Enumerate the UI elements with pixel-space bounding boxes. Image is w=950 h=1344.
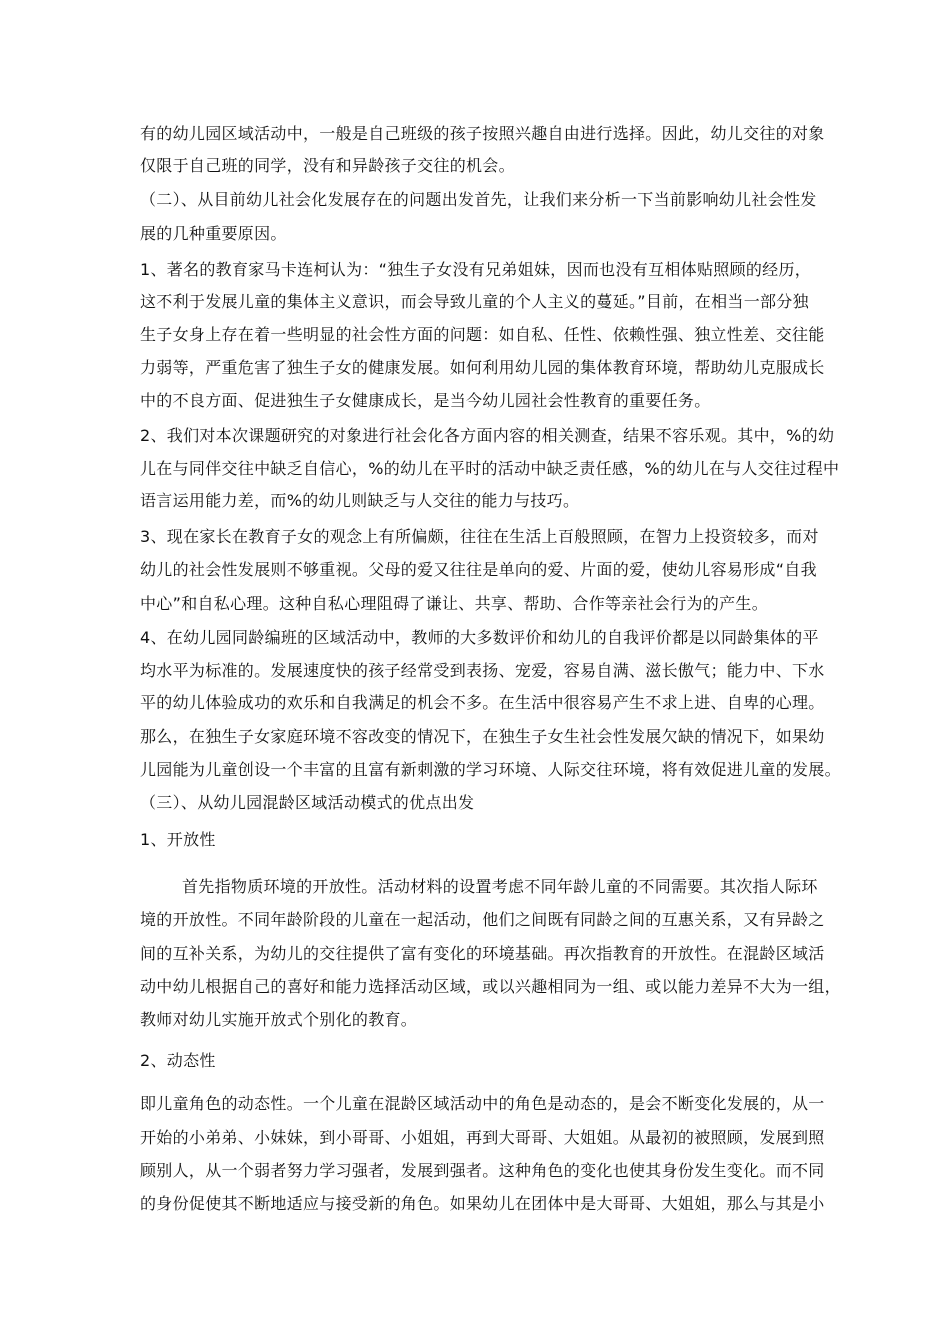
text-line: 2、我们对本次课题研究的对象进行社会化各方面内容的相关测查，结果不容乐观。其中，%的幼	[140, 426, 835, 445]
text-line: 力弱等，严重危害了独生子女的健康发展。如何利用幼儿园的集体教育环境，帮助幼儿克服成长	[140, 358, 825, 377]
text-line: 3、现在家长在教育子女的观念上有所偏颇，往往在生活上百般照顾，在智力上投资较多，而对	[140, 527, 819, 546]
text-line: 的身份促使其不断地适应与接受新的角色。如果幼儿在团体中是大哥哥、大姐姐，那么与其是小	[140, 1194, 825, 1213]
section-heading: （二）、从目前幼儿社会化发展存在的问题出发首先，让我们来分析一下当前影响幼儿社会性发	[140, 190, 817, 209]
text-line: 儿在与同伴交往中缺乏自信心，%的幼儿在平时的活动中缺乏责任感，%的幼儿在与人交往过程中	[140, 459, 840, 478]
text-line: 幼儿的社会性发展则不够重视。父母的爱又往往是单向的爱、片面的爱，使幼儿容易形成“自我	[140, 560, 817, 579]
text-line: 语言运用能力差，而%的幼儿则缺乏与人交往的能力与技巧。	[140, 491, 580, 510]
text-line: 间的互补关系，为幼儿的交往提供了富有变化的环境基础。再次指教育的开放性。在混龄区域活	[140, 944, 825, 963]
text-line: 均水平为标准的。发展速度快的孩子经常受到表扬、宠爱，容易自满、滋长傲气；能力中、下水	[140, 661, 825, 680]
text-line: 儿园能为儿童创设一个丰富的且富有新刺激的学习环境、人际交往环境，将有效促进儿童的发展。	[140, 760, 841, 779]
text-line: 展的几种重要原因。	[140, 224, 287, 243]
text-line: 4、在幼儿园同龄编班的区域活动中，教师的大多数评价和幼儿的自我评价都是以同龄集体的平	[140, 628, 819, 647]
text-line: 开始的小弟弟、小妹妹，到小哥哥、小姐姐，再到大哥哥、大姐姐。从最初的被照顾，发展到照	[140, 1128, 825, 1147]
subheading: 1、开放性	[140, 830, 216, 849]
text-line: 生子女身上存在着一些明显的社会性方面的问题：如自私、任性、依赖性强、独立性差、交往能	[140, 325, 825, 344]
text-line: 那么，在独生子女家庭环境不容改变的情况下，在独生子女生社会性发展欠缺的情况下，如果幼	[140, 727, 825, 746]
text-line: 境的开放性。不同年龄阶段的儿童在一起活动，他们之间既有同龄之间的互惠关系，又有异龄之	[140, 910, 825, 929]
text-line: 平的幼儿体验成功的欢乐和自我满足的机会不多。在生活中很容易产生不求上进、自卑的心理。	[140, 693, 825, 712]
text-line: 动中幼儿根据自己的喜好和能力选择活动区域，或以兴趣相同为一组、或以能力差异不大为一组，	[140, 977, 841, 996]
text-line: 中的不良方面、促进独生子女健康成长，是当今幼儿园社会性教育的重要任务。	[140, 391, 711, 410]
text-line: 教师对幼儿实施开放式个别化的教育。	[140, 1010, 418, 1029]
text-line: 这不利于发展儿童的集体主义意识，而会导致儿童的个人主义的蔓延。”目前，在相当一部分独	[140, 292, 809, 311]
text-line: 有的幼儿园区域活动中，一般是自己班级的孩子按照兴趣自由进行选择。因此，幼儿交往的对象	[140, 124, 825, 143]
subheading: 2、动态性	[140, 1051, 216, 1070]
text-line: 顾别人，从一个弱者努力学习强者，发展到强者。这种角色的变化也使其身份发生变化。而不同	[140, 1161, 825, 1180]
text-line: 仅限于自己班的同学，没有和异龄孩子交往的机会。	[140, 156, 515, 175]
paragraph-first-line: 首先指物质环境的开放性。活动材料的设置考虑不同年龄儿童的不同需要。其次指人际环	[182, 877, 818, 896]
section-heading: （三）、从幼儿园混龄区域活动模式的优点出发	[140, 793, 475, 812]
text-line: 中心”和自私心理。这种自私心理阻碍了谦让、共享、帮助、合作等亲社会行为的产生。	[140, 594, 768, 613]
text-line: 即儿童角色的动态性。一个儿童在混龄区域活动中的角色是动态的，是会不断变化发展的，从一	[140, 1094, 825, 1113]
text-line: 1、著名的教育家马卡连柯认为：“独生子女没有兄弟姐妹，因而也没有互相体贴照顾的经历，	[140, 260, 812, 279]
